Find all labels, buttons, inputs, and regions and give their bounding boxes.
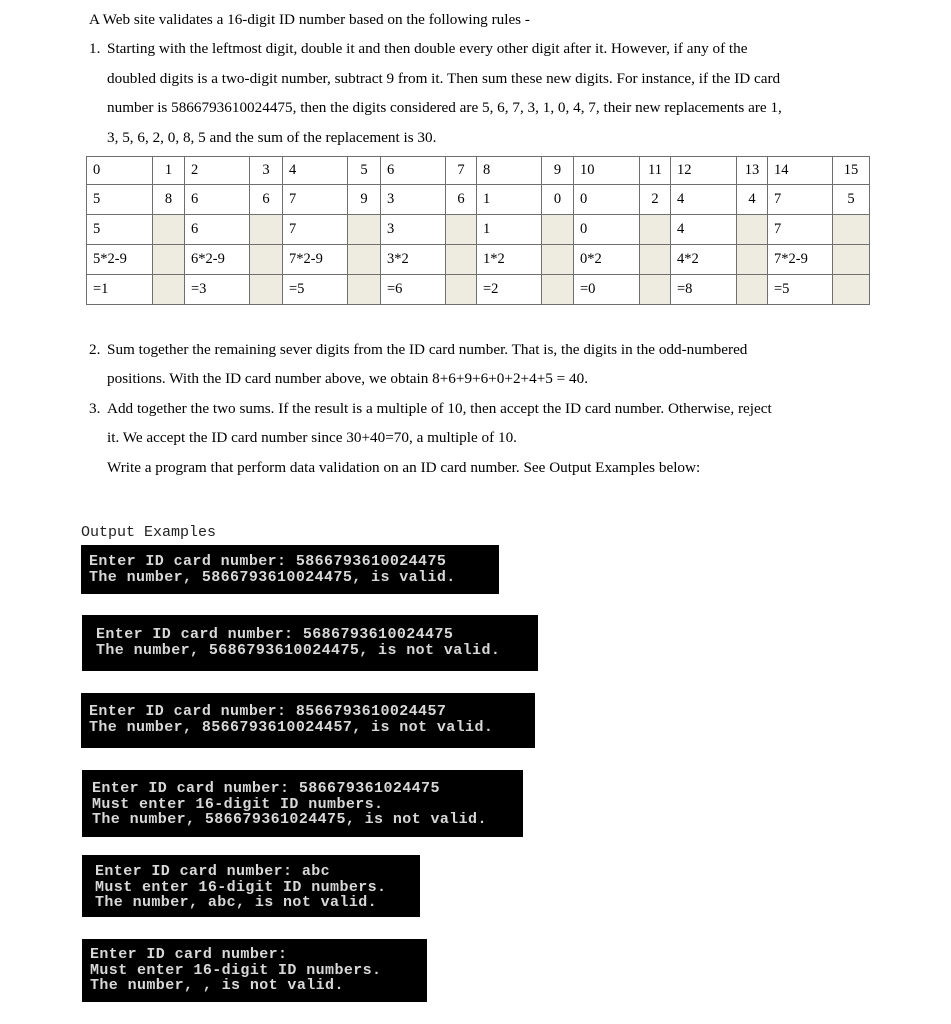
table-cell: 7 (768, 185, 833, 215)
table-cell: 6 (446, 185, 477, 215)
table-cell: 7*2-9 (768, 245, 833, 275)
table-cell: 0 (574, 185, 640, 215)
console-line: Enter ID card number: 8566793610024457 (89, 703, 447, 720)
rule3-line: it. We accept the ID card number since 30+40=70, a multiple of 10. (107, 429, 517, 446)
console-example-1 (81, 545, 499, 594)
table-cell: 1*2 (477, 245, 542, 275)
table-cell: 7 (283, 185, 348, 215)
table-cell (833, 245, 870, 275)
table-cell: =8 (671, 275, 737, 305)
table-cell: 4*2 (671, 245, 737, 275)
table-cell (542, 245, 574, 275)
table-cell: =2 (477, 275, 542, 305)
table-cell (737, 245, 768, 275)
table-cell: 0 (542, 185, 574, 215)
table-cell (250, 275, 283, 305)
console-line: The number, 5866793610024475, is valid. (89, 568, 456, 586)
table-cell (446, 245, 477, 275)
table-row (87, 157, 870, 185)
console-line: Must enter 16-digit ID numbers. (90, 961, 382, 979)
table-cell: 7*2-9 (283, 245, 348, 275)
table-cell (348, 215, 381, 245)
rule1-line: doubled digits is a two-digit number, subtract 9 from it. Then sum these new digits. For instance, if the ID card (107, 70, 781, 87)
table-cell: 3*2 (381, 245, 446, 275)
table-cell: 2 (640, 185, 671, 215)
table-cell: 1 (153, 157, 185, 185)
table-cell (153, 215, 185, 245)
table-cell: 0*2 (574, 245, 640, 275)
console-line: Must enter 16-digit ID numbers. (92, 795, 384, 813)
console-line: Must enter 16-digit ID numbers. (95, 878, 387, 896)
table-cell: =1 (87, 275, 153, 305)
console-line: The number, 586679361024475, is not valid. (92, 811, 487, 828)
table-cell: 3 (250, 157, 283, 185)
table-cell (640, 215, 671, 245)
table-cell: 1 (477, 185, 542, 215)
table-cell: 0 (574, 215, 640, 245)
rule2-number: 2. (89, 341, 101, 358)
table-cell: 10 (574, 157, 640, 185)
rule1-number: 1. (89, 40, 101, 57)
table-cell: =6 (381, 275, 446, 305)
rule3-number: 3. (89, 400, 101, 417)
table-cell (737, 215, 768, 245)
table-cell: 6 (381, 157, 446, 185)
table-cell: 4 (671, 185, 737, 215)
table-cell: 7 (446, 157, 477, 185)
table-cell (153, 275, 185, 305)
table-cell (640, 275, 671, 305)
intro-text: A Web site validates a 16-digit ID number based on the following rules - (89, 11, 530, 28)
table-cell: 8 (477, 157, 542, 185)
console-line: The number, 8566793610024457, is not valid. (89, 718, 494, 736)
table-cell (153, 245, 185, 275)
table-cell: 6 (250, 185, 283, 215)
table-cell: 4 (737, 185, 768, 215)
table-cell (348, 245, 381, 275)
table-row (87, 245, 870, 275)
table-row (87, 275, 870, 305)
table-cell: 9 (348, 185, 381, 215)
table-cell: 7 (283, 215, 348, 245)
table-cell: 3 (381, 215, 446, 245)
table-cell: =0 (574, 275, 640, 305)
rule2-line: positions. With the ID card number above, we obtain 8+6+9+6+0+2+4+5 = 40. (107, 370, 588, 387)
table-cell: 14 (768, 157, 833, 185)
table-cell: 4 (283, 157, 348, 185)
console-example-3 (81, 693, 535, 748)
console-example-5 (82, 855, 420, 917)
table-cell: 6 (185, 185, 250, 215)
table-row (87, 215, 870, 245)
table-cell: 5 (87, 215, 153, 245)
table-cell (542, 215, 574, 245)
table-cell (640, 245, 671, 275)
table-cell (348, 275, 381, 305)
table-cell: 15 (833, 157, 870, 185)
table-cell: =3 (185, 275, 250, 305)
console-example-6 (82, 939, 427, 1002)
table-cell: 11 (640, 157, 671, 185)
table-cell (833, 215, 870, 245)
console-line: Enter ID card number: 586679361024475 (92, 780, 440, 797)
console-example-4 (82, 770, 523, 837)
rule2-line: Sum together the remaining sever digits from the ID card number. That is, the digits in the odd-numbered (107, 341, 748, 358)
table-cell (250, 245, 283, 275)
table-cell: 8 (153, 185, 185, 215)
console-line: Enter ID card number: abc (95, 863, 331, 880)
table-cell: =5 (283, 275, 348, 305)
table-cell (250, 215, 283, 245)
console-line: The number, 5686793610024475, is not valid. (96, 641, 501, 659)
console-line: The number, , is not valid. (90, 977, 344, 994)
task-text: Write a program that perform data validation on an ID card number. See Output Examples below: (107, 459, 701, 476)
output-examples-title: Output Examples (81, 524, 217, 541)
table-cell (737, 275, 768, 305)
table-cell (542, 275, 574, 305)
digit-table (86, 156, 870, 305)
console-line: Enter ID card number: (90, 946, 288, 963)
console-line: The number, abc, is not valid. (95, 894, 378, 911)
table-cell: 7 (768, 215, 833, 245)
table-row (87, 185, 870, 215)
table-cell: 5 (833, 185, 870, 215)
table-cell: 9 (542, 157, 574, 185)
table-cell: =5 (768, 275, 833, 305)
table-cell (833, 275, 870, 305)
rule1-line: 3, 5, 6, 2, 0, 8, 5 and the sum of the replacement is 30. (107, 129, 437, 146)
table-cell: 4 (671, 215, 737, 245)
table-cell: 12 (671, 157, 737, 185)
table-cell (446, 275, 477, 305)
console-example-2 (82, 615, 538, 671)
table-cell: 5*2-9 (87, 245, 153, 275)
table-cell (446, 215, 477, 245)
table-cell: 2 (185, 157, 250, 185)
table-cell: 0 (87, 157, 153, 185)
rule3-line: Add together the two sums. If the result is a multiple of 10, then accept the ID card number. Otherwise, reject (107, 400, 772, 417)
table-cell: 5 (87, 185, 153, 215)
table-cell: 6 (185, 215, 250, 245)
table-cell: 13 (737, 157, 768, 185)
table-cell: 5 (348, 157, 381, 185)
table-cell: 6*2-9 (185, 245, 250, 275)
table-cell: 1 (477, 215, 542, 245)
rule1-line: number is 5866793610024475, then the digits considered are 5, 6, 7, 3, 1, 0, 4, 7, their new replacements are 1, (107, 99, 782, 116)
table-cell: 3 (381, 185, 446, 215)
rule1-line: Starting with the leftmost digit, double it and then double every other digit after it. However, if any of the (107, 40, 748, 57)
console-line: Enter ID card number: 5686793610024475 (96, 626, 454, 643)
console-line: Enter ID card number: 5866793610024475 (89, 553, 447, 570)
